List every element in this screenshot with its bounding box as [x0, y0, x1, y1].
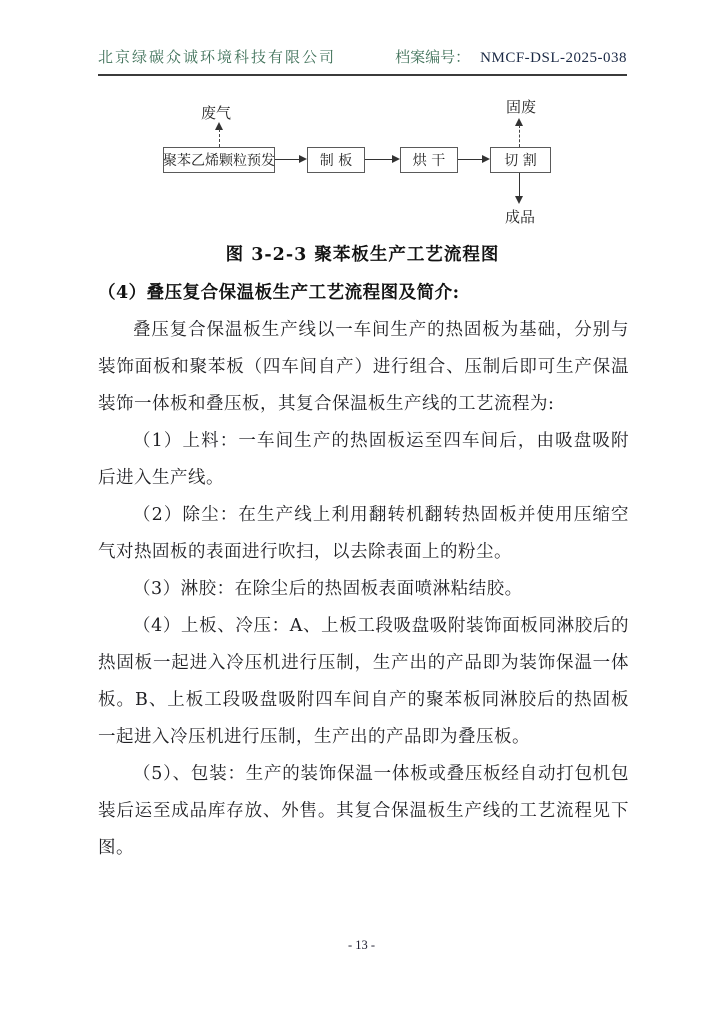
product-arrow — [519, 173, 520, 197]
solid-waste-arrow — [519, 125, 520, 147]
waste-gas-label: 废气 — [201, 104, 232, 122]
body-paragraph: （4）上板、冷压：A、上板工段吸盘吸附装饰面板同淋胶后的热固板一起进入冷压机进行压制，生产出的产品即为装饰保温一体板。B、上板工段吸盘吸附四车间自产的聚苯板同淋胶后的热固板一起进入冷压机进行压制，生产出的产品即为叠压板。 — [98, 616, 629, 747]
page-header — [98, 46, 627, 76]
flow-arrowhead-1-icon — [299, 155, 307, 163]
product-arrowhead-icon — [515, 196, 523, 204]
body-paragraph: （5）、包装：生产的装饰保温一体板或叠压板经自动打包机包装后运至成品库存放、外售。其复合保温板生产线的工艺流程见下图。 — [98, 764, 629, 858]
company-name: 北京绿碳众诚环境科技有限公司 — [98, 48, 337, 66]
body-paragraph: （2）除尘：在生产线上利用翻转机翻转热固板并使用压缩空气对热固板的表面进行吹扫，以去除表面上的粉尘。 — [98, 505, 629, 562]
solid-waste-label: 固废 — [506, 98, 537, 116]
process-box-cutting: 切 割 — [490, 147, 551, 173]
flow-arrow-2 — [365, 159, 393, 160]
archive-label: 档案编号： — [395, 48, 471, 66]
flow-arrow-1 — [275, 159, 300, 160]
body-paragraph: （1）上料：一车间生产的热固板运至四车间后，由吸盘吸附后进入生产线。 — [98, 431, 629, 488]
flow-arrow-3 — [458, 159, 483, 160]
process-box-board-making: 制 板 — [307, 147, 365, 173]
body-paragraph: （3）淋胶：在除尘后的热固板表面喷淋粘结胶。 — [133, 579, 523, 599]
body-text — [98, 274, 629, 867]
figure-caption: 图 3-2-3 聚苯板生产工艺流程图 — [225, 245, 500, 265]
process-box-drying: 烘 干 — [400, 147, 458, 173]
section-heading: （4）叠压复合保温板生产工艺流程图及简介: — [98, 283, 460, 303]
page-number: - 13 - — [347, 938, 376, 952]
product-label: 成品 — [505, 208, 536, 226]
waste-gas-arrow — [219, 129, 220, 147]
process-flowchart — [0, 95, 723, 235]
flow-arrowhead-3-icon — [482, 155, 490, 163]
flow-arrowhead-2-icon — [392, 155, 400, 163]
archive-number: NMCF-DSL-2025-038 — [480, 50, 627, 66]
process-box-prefoaming: 聚苯乙烯颗粒预发 — [163, 147, 275, 173]
archive-number-group — [395, 46, 627, 67]
body-paragraph: 叠压复合保温板生产线以一车间生产的热固板为基础，分别与装饰面板和聚苯板（四车间自产）进行组合、压制后即可生产保温装饰一体板和叠压板，其复合保温板生产线的工艺流程为: — [98, 320, 629, 414]
